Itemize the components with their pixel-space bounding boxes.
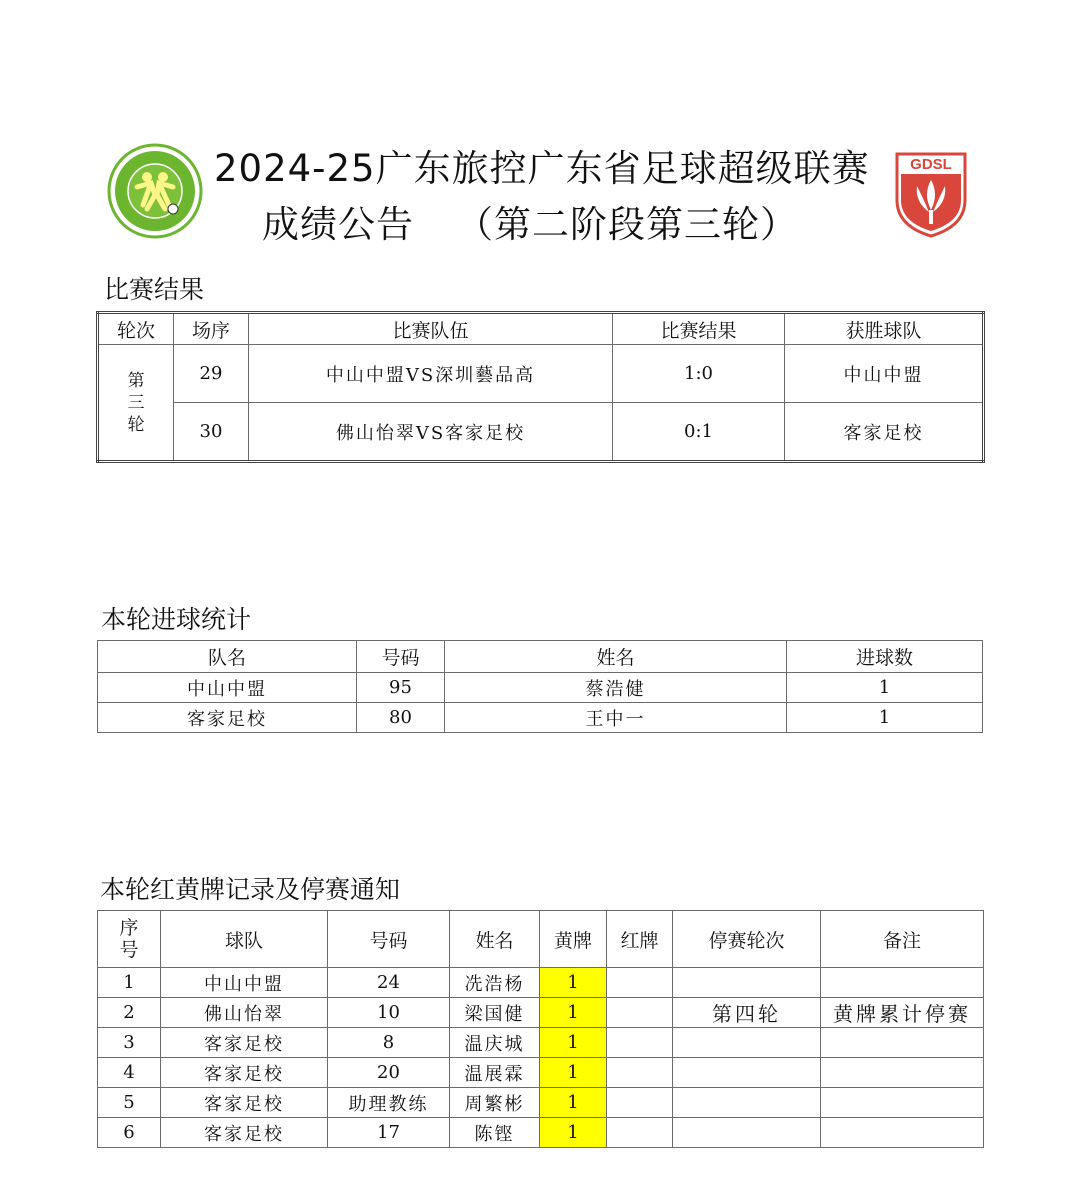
suspend-round	[673, 1088, 821, 1118]
player-number: 8	[328, 1028, 450, 1058]
column-header: 红牌	[607, 911, 673, 968]
column-header: 球队	[161, 911, 328, 968]
note	[821, 1028, 984, 1058]
table-row	[98, 1058, 984, 1088]
yellow-card-count: 1	[540, 968, 607, 998]
match-score: 1:0	[613, 345, 785, 403]
match-teams: 佛山怡翠VS客家足校	[249, 403, 613, 462]
seq: 5	[98, 1088, 161, 1118]
round-char: 第	[127, 370, 145, 391]
column-header: 场序	[174, 313, 249, 345]
team-name: 客家足校	[161, 1088, 328, 1118]
suspend-round: 第四轮	[673, 998, 821, 1028]
round-cell	[98, 345, 174, 462]
table-header-row	[98, 313, 984, 345]
player-number: 80	[357, 703, 445, 733]
seq: 2	[98, 998, 161, 1028]
team-name: 佛山怡翠	[161, 998, 328, 1028]
table-row	[98, 1028, 984, 1058]
match-number: 29	[174, 345, 249, 403]
player-name: 周繁彬	[450, 1088, 540, 1118]
seq: 6	[98, 1118, 161, 1148]
cards-table	[97, 910, 984, 1148]
results-section-title: 比赛结果	[104, 275, 205, 304]
note	[821, 1088, 984, 1118]
player-name: 王中一	[445, 703, 787, 733]
team-name: 客家足校	[161, 1028, 328, 1058]
column-header: 获胜球队	[785, 313, 984, 345]
team-name: 客家足校	[161, 1118, 328, 1148]
table-header-row	[98, 641, 983, 673]
column-header: 队名	[98, 641, 357, 673]
results-table	[96, 311, 985, 463]
match-teams: 中山中盟VS深圳藝品高	[249, 345, 613, 403]
yellow-card-count: 1	[540, 1058, 607, 1088]
table-row	[98, 403, 984, 462]
player-number: 20	[328, 1058, 450, 1088]
player-name: 温展霖	[450, 1058, 540, 1088]
red-card-count	[607, 998, 673, 1028]
player-name: 冼浩杨	[450, 968, 540, 998]
round-char: 轮	[127, 414, 145, 435]
match-number: 30	[174, 403, 249, 462]
column-header: 轮次	[98, 313, 174, 345]
column-header: 比赛结果	[613, 313, 785, 345]
association-logo-icon	[107, 143, 203, 239]
match-score: 0:1	[613, 403, 785, 462]
suspend-round	[673, 1118, 821, 1148]
seq: 3	[98, 1028, 161, 1058]
note	[821, 968, 984, 998]
team-name: 客家足校	[98, 703, 357, 733]
column-header: 号码	[328, 911, 450, 968]
red-card-count	[607, 968, 673, 998]
cards-section-title: 本轮红黄牌记录及停赛通知	[100, 875, 401, 904]
column-header: 号码	[357, 641, 445, 673]
team-name: 客家足校	[161, 1058, 328, 1088]
seq: 4	[98, 1058, 161, 1088]
suspend-round	[673, 1028, 821, 1058]
column-header: 黄牌	[540, 911, 607, 968]
round-char: 三	[127, 392, 145, 413]
player-name: 梁国健	[450, 998, 540, 1028]
match-winner: 客家足校	[785, 403, 984, 462]
red-card-count	[607, 1088, 673, 1118]
player-number: 95	[357, 673, 445, 703]
player-name: 蔡浩健	[445, 673, 787, 703]
yellow-card-count: 1	[540, 998, 607, 1028]
red-card-count	[607, 1058, 673, 1088]
table-row	[98, 703, 983, 733]
match-winner: 中山中盟	[785, 345, 984, 403]
player-number: 24	[328, 968, 450, 998]
table-header-row	[98, 911, 984, 968]
subtitle-part-b: （第二阶段第三轮）	[456, 203, 798, 246]
goal-count: 1	[787, 673, 983, 703]
table-row	[98, 345, 984, 403]
table-row	[98, 968, 984, 998]
player-name: 温庆城	[450, 1028, 540, 1058]
page-title: 2024-25广东旅控广东省足球超级联赛	[214, 147, 870, 190]
column-header: 姓名	[450, 911, 540, 968]
goals-section-title: 本轮进球统计	[101, 605, 252, 634]
header-char: 序	[119, 917, 139, 939]
header-char: 号	[119, 939, 139, 961]
page-subtitle	[262, 194, 862, 248]
team-name: 中山中盟	[98, 673, 357, 703]
player-number: 助理教练	[328, 1088, 450, 1118]
note: 黄牌累计停赛	[821, 998, 984, 1028]
table-row	[98, 673, 983, 703]
table-row	[98, 1118, 984, 1148]
red-card-count	[607, 1028, 673, 1058]
goals-table	[97, 640, 983, 733]
column-header: 进球数	[787, 641, 983, 673]
subtitle-part-a: 成绩公告	[262, 203, 414, 246]
yellow-card-count: 1	[540, 1088, 607, 1118]
table-row	[98, 998, 984, 1028]
goal-count: 1	[787, 703, 983, 733]
red-card-count	[607, 1118, 673, 1148]
table-row	[98, 1088, 984, 1118]
column-header: 停赛轮次	[673, 911, 821, 968]
column-header: 比赛队伍	[249, 313, 613, 345]
yellow-card-count: 1	[540, 1028, 607, 1058]
league-shield-icon	[893, 150, 969, 238]
team-name: 中山中盟	[161, 968, 328, 998]
suspend-round	[673, 968, 821, 998]
yellow-card-count: 1	[540, 1118, 607, 1148]
column-header-seq	[98, 911, 161, 968]
seq: 1	[98, 968, 161, 998]
league-logo	[893, 150, 969, 238]
suspend-round	[673, 1058, 821, 1088]
player-number: 10	[328, 998, 450, 1028]
league-logo-text: GDSL	[910, 156, 952, 173]
association-logo	[107, 143, 203, 239]
note	[821, 1118, 984, 1148]
column-header: 姓名	[445, 641, 787, 673]
player-name: 陈铿	[450, 1118, 540, 1148]
player-number: 17	[328, 1118, 450, 1148]
column-header: 备注	[821, 911, 984, 968]
note	[821, 1058, 984, 1088]
